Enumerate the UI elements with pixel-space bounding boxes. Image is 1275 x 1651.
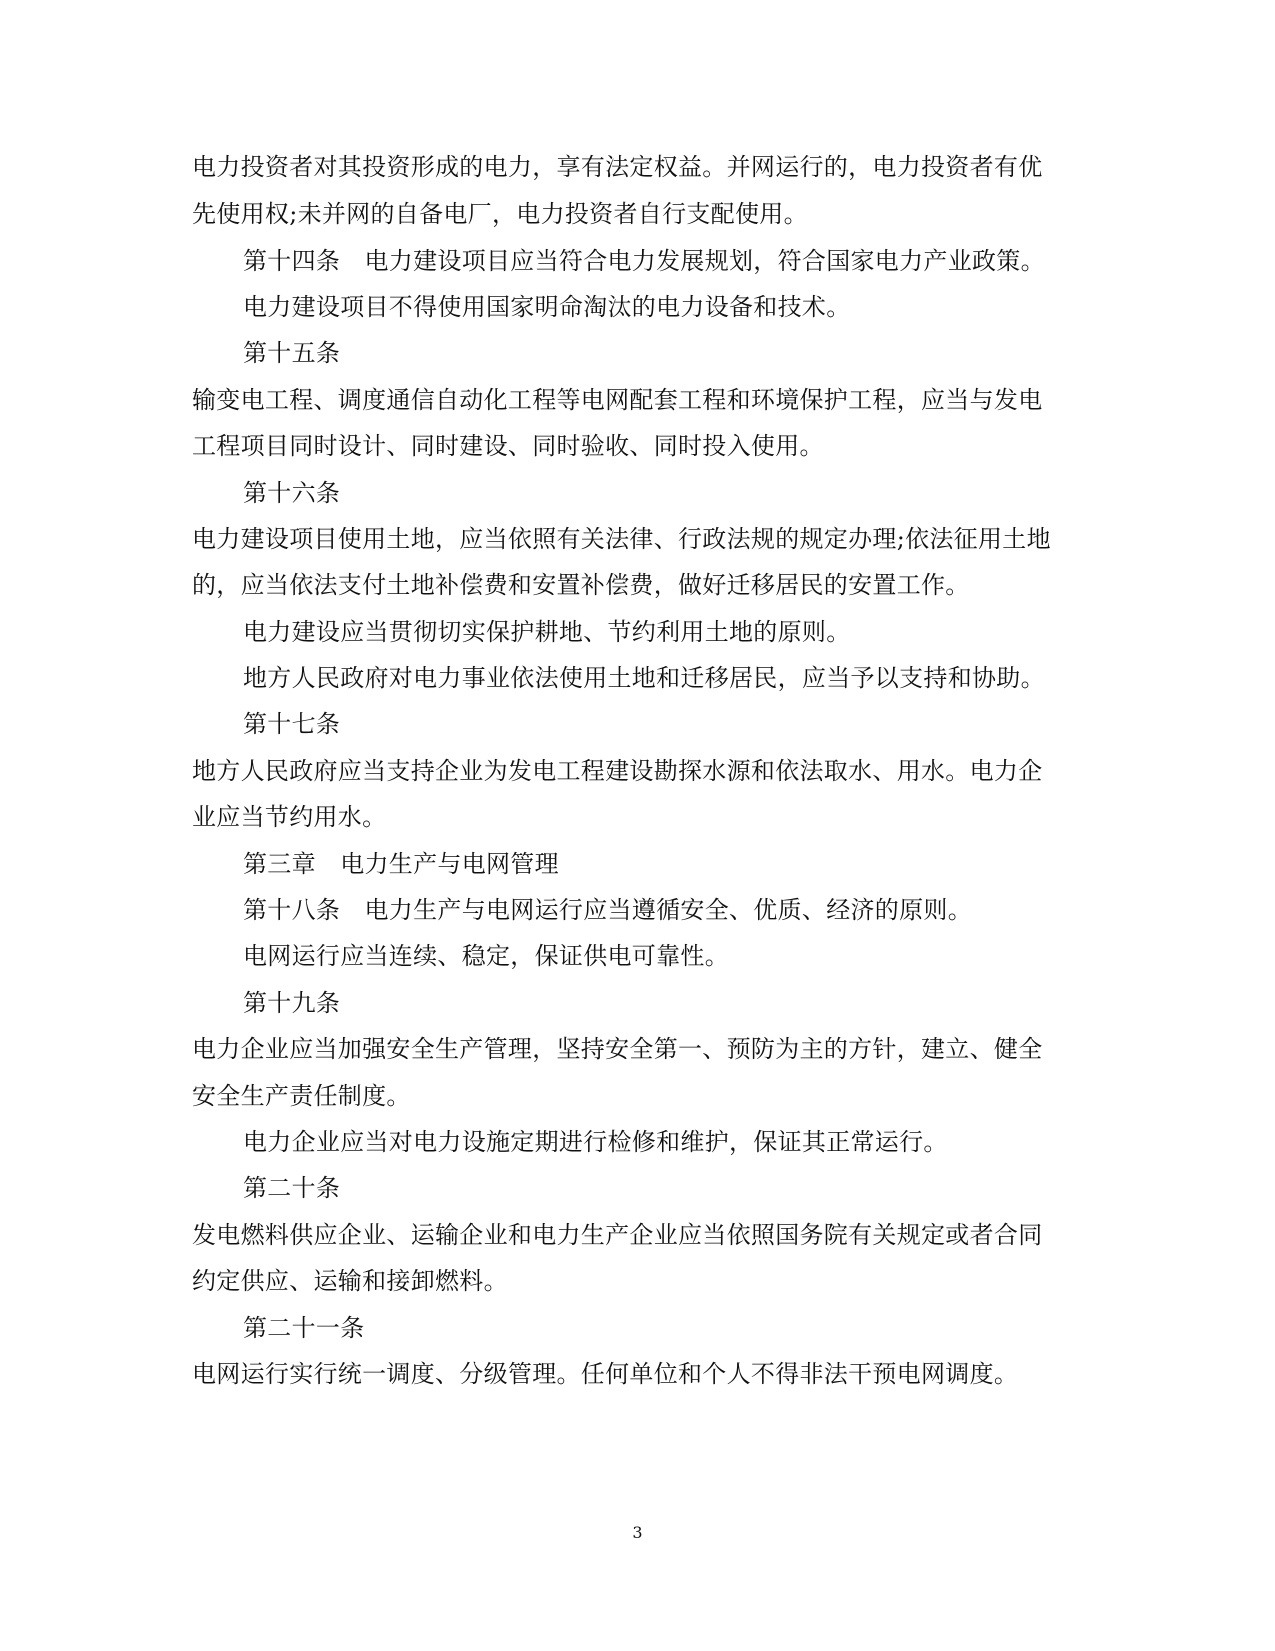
page-number: 3 <box>632 1523 643 1542</box>
article-heading: 第十五条 <box>243 339 341 367</box>
text-line: 先使用权;未并网的自备电厂，电力投资者自行支配使用。 <box>192 200 808 228</box>
text-line: 电力建设项目使用土地，应当依照有关法律、行政法规的规定办理;依法征用土地 <box>192 525 1051 553</box>
article-heading: 第十四条 电力建设项目应当符合电力发展规划，符合国家电力产业政策。 <box>243 247 1045 275</box>
text-line: 工程项目同时设计、同时建设、同时验收、同时投入使用。 <box>192 432 824 460</box>
text-line: 电网运行实行统一调度、分级管理。任何单位和个人不得非法干预电网调度。 <box>192 1360 1019 1388</box>
article-heading: 第十七条 <box>243 710 341 738</box>
chapter-heading: 第三章 电力生产与电网管理 <box>243 850 559 878</box>
text-line: 约定供应、运输和接卸燃料。 <box>192 1267 508 1295</box>
text-line: 地方人民政府应当支持企业为发电工程建设勘探水源和依法取水、用水。电力企 <box>192 757 1043 785</box>
article-heading: 第十八条 电力生产与电网运行应当遵循安全、优质、经济的原则。 <box>243 896 972 924</box>
text-line: 电力投资者对其投资形成的电力，享有法定权益。并网运行的，电力投资者有优 <box>192 153 1043 181</box>
text-line: 发电燃料供应企业、运输企业和电力生产企业应当依照国务院有关规定或者合同 <box>192 1221 1043 1249</box>
text-line: 输变电工程、调度通信自动化工程等电网配套工程和环境保护工程，应当与发电 <box>192 386 1043 414</box>
article-heading: 第二十一条 <box>243 1314 365 1342</box>
text-line: 业应当节约用水。 <box>192 803 387 831</box>
text-line: 电力企业应当对电力设施定期进行检修和维护，保证其正常运行。 <box>243 1128 948 1156</box>
text-line: 电力建设项目不得使用国家明命淘汰的电力设备和技术。 <box>243 293 851 321</box>
text-line: 电力建设应当贯彻切实保护耕地、节约利用土地的原则。 <box>243 618 851 646</box>
text-line: 电力企业应当加强安全生产管理，坚持安全第一、预防为主的方针，建立、健全 <box>192 1035 1043 1063</box>
text-line: 电网运行应当连续、稳定，保证供电可靠性。 <box>243 942 729 970</box>
article-heading: 第十六条 <box>243 479 341 507</box>
article-heading: 第十九条 <box>243 989 341 1017</box>
text-line: 的，应当依法支付土地补偿费和安置补偿费，做好迁移居民的安置工作。 <box>192 571 970 599</box>
text-line: 安全生产责任制度。 <box>192 1082 411 1110</box>
article-heading: 第二十条 <box>243 1174 341 1202</box>
text-line: 地方人民政府对电力事业依法使用土地和迁移居民，应当予以支持和协助。 <box>243 664 1045 692</box>
